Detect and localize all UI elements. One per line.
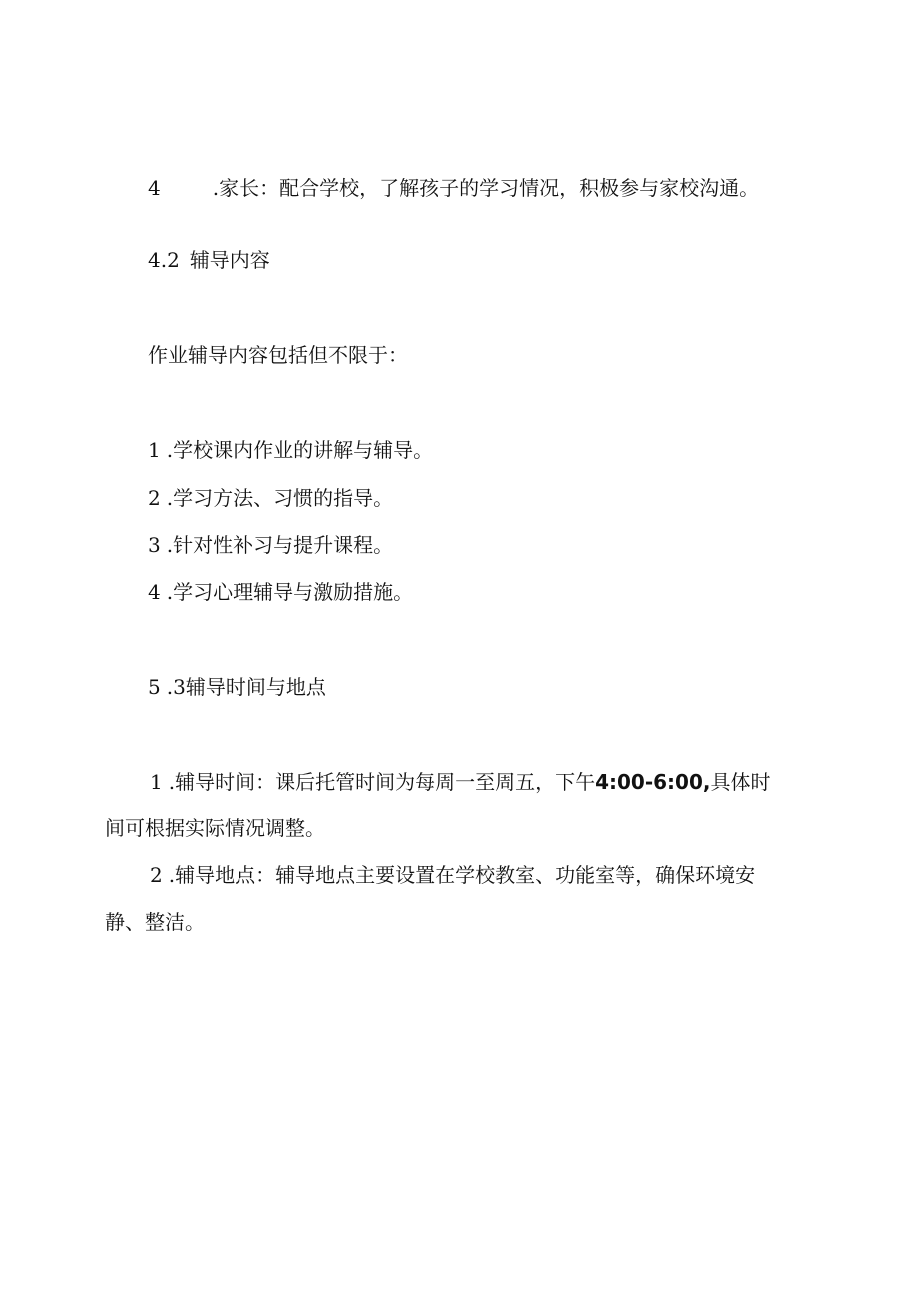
time-paragraph-line-2: 间可根据实际情况调整。 (105, 816, 325, 840)
item-text: .学习方法、习惯的指导。 (166, 486, 394, 510)
item-number: 2 (150, 863, 163, 887)
section-heading-4-2 (148, 246, 270, 274)
item-number: 4 (148, 580, 161, 604)
time-range: 4:00-6:00, (595, 770, 711, 794)
list-item (148, 531, 393, 559)
section-title: 辅导内容 (189, 248, 270, 272)
item-text: .学习心理辅导与激励措施。 (166, 580, 414, 604)
item-text-suffix: 具体时 (710, 770, 771, 794)
place-paragraph-line-2: 静、整洁。 (105, 910, 205, 934)
intro-paragraph: 作业辅导内容包括但不限于： (148, 343, 408, 367)
section-heading-5-3 (148, 673, 326, 701)
item-number: 1 (148, 438, 161, 462)
item-text: .学校课内作业的讲解与辅导。 (166, 438, 434, 462)
section-number: 5 (148, 675, 161, 699)
item-number: 4 (148, 176, 161, 200)
place-paragraph-line-1 (150, 861, 755, 889)
item-text: .家长：配合学校，了解孩子的学习情况，积极参与家校沟通。 (212, 176, 760, 200)
item-text: .辅导地点：辅导地点主要设置在学校教室、功能室等，确保环境安 (168, 863, 756, 887)
item-text: .辅导时间：课后托管时间为每周一至周五，下午 (168, 770, 596, 794)
list-item (148, 436, 433, 464)
time-paragraph-line-1 (150, 768, 770, 796)
item-number: 1 (150, 770, 163, 794)
list-item (148, 578, 413, 606)
item-number: 3 (148, 533, 161, 557)
paragraph-parents (148, 174, 759, 202)
section-title: .3辅导时间与地点 (166, 675, 326, 699)
section-number: 4.2 (148, 248, 180, 272)
list-item (148, 484, 393, 512)
item-text: .针对性补习与提升课程。 (166, 533, 394, 557)
item-number: 2 (148, 486, 161, 510)
